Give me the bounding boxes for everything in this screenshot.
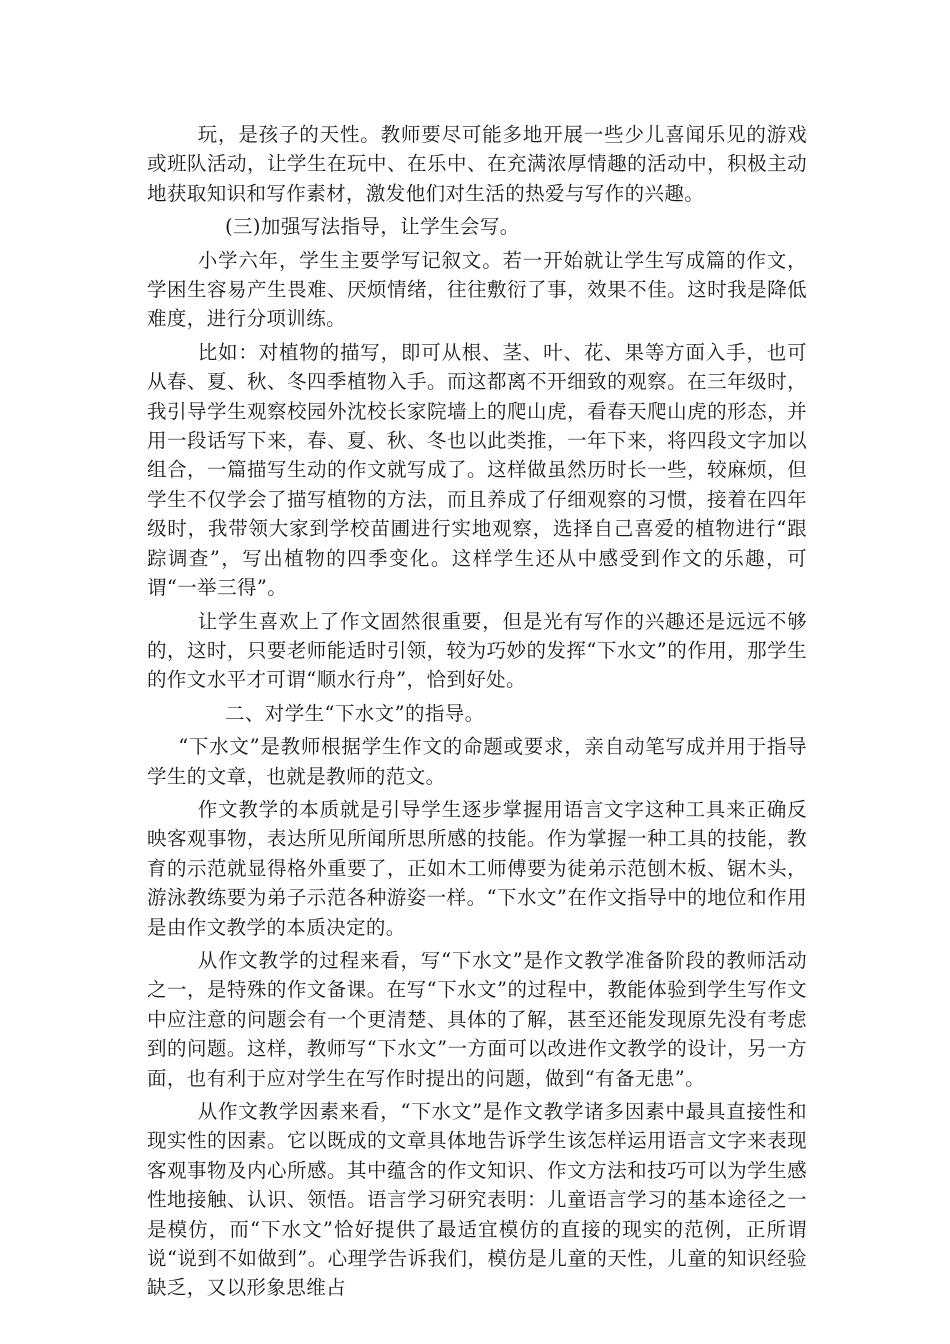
paragraph-model-essay-definition: “下水文”是教师根据学生作文的命题或要求，亲自动笔写成并用于指导学生的文章，也就是教师的范文。 bbox=[147, 735, 807, 788]
paragraph-plant-description: 比如：对植物的描写，即可从根、茎、叶、花、果等方面入手，也可从春、夏、秋、冬四季植物入手。而这都离不开细致的观察。在三年级时，我引导学生观察校园外沈校长家院墙上的爬山虎，看春天爬山虎的形态，并用一段话写下来，春、夏、秋、冬也以此类推，一年下来，将四段文字加以组合，一篇描写生动的作文就写成了。这样做虽然历时长一些，较麻烦，但学生不仅学会了描写植物的方法，而且养成了仔细观察的习惯，接着在四年级时，我带领大家到学校苗圃进行实地观察，选择自己喜爱的植物进行“跟踪调查”，写出植物的四季变化。这样学生还从中感受到作文的乐趣，可谓“一举三得”。 bbox=[147, 340, 807, 600]
section-heading-model-essay: 二、对学生“下水文”的指导。 bbox=[225, 701, 485, 725]
document-body bbox=[147, 120, 807, 1307]
paragraph-teaching-process: 从作文教学的过程来看，写“下水文”是作文教学准备阶段的教师活动之一，是特殊的作文备课。在写“下水文”的过程中，教能体验到学生写作文中应注意的问题会有一个更清楚、具体的了解，甚至还能发现原先没有考虑到的问题。这样，教师写“下水文”一方面可以改进作文教学的设计，另一方面，也有利于应对学生在写作时提出的问题，做到“有备无患”。 bbox=[147, 948, 807, 1090]
section-heading-writing-guidance: (三)加强写法指导，让学生会写。 bbox=[225, 215, 520, 239]
paragraph-play-nature: 玩，是孩子的天性。教师要尽可能多地开展一些少儿喜闻乐见的游戏或班队活动，让学生在玩中、在乐中、在充满浓厚情趣的活动中，积极主动地获取知识和写作素材，激发他们对生活的热爱与写作的兴趣。 bbox=[147, 123, 807, 205]
paragraph-teaching-essence: 作文教学的本质就是引导学生逐步掌握用语言文字这种工具来正确反映客观事物，表达所见所闻所思所感的技能。作为掌握一种工具的技能，教育的示范就显得格外重要了，正如木工师傅要为徒弟示范刨木板、锯木头，游泳教练要为弟子示范各种游姿一样。“下水文”在作文指导中的地位和作用是由作文教学的本质决定的。 bbox=[147, 797, 807, 939]
paragraph-narrative-training: 小学六年，学生主要学写记叙文。若一开始就让学生写成篇的作文，学困生容易产生畏难、厌烦情绪，往往敷衍了事，效果不佳。这时我是降低难度，进行分项训练。 bbox=[147, 248, 807, 331]
paragraph-model-essay-role: 让学生喜欢上了作文固然很重要，但是光有写作的兴趣还是远远不够的，这时，只要老师能适时引领，较为巧妙的发挥“下水文”的作用，那学生的作文水平才可谓“顺水行舟”，恰到好处。 bbox=[147, 609, 807, 692]
paragraph-teaching-factors: 从作文教学因素来看，“下水文”是作文教学诸多因素中最具直接性和现实性的因素。它以既成的文章具体地告诉学生该怎样运用语言文字来表现客观事物及内心所感。其中蕴含的作文知识、作文方法和技巧可以为学生感性地接触、认识、领悟。语言学习研究表明：儿童语言学习的基本途径之一是模仿，而“下水文”恰好提供了最适宜模仿的直接的现实的范例，正所谓说“说到不如做到”。心理学告诉我们，模仿是儿童的天性，儿童的知识经验缺乏，又以形象思维占 bbox=[147, 1100, 807, 1300]
